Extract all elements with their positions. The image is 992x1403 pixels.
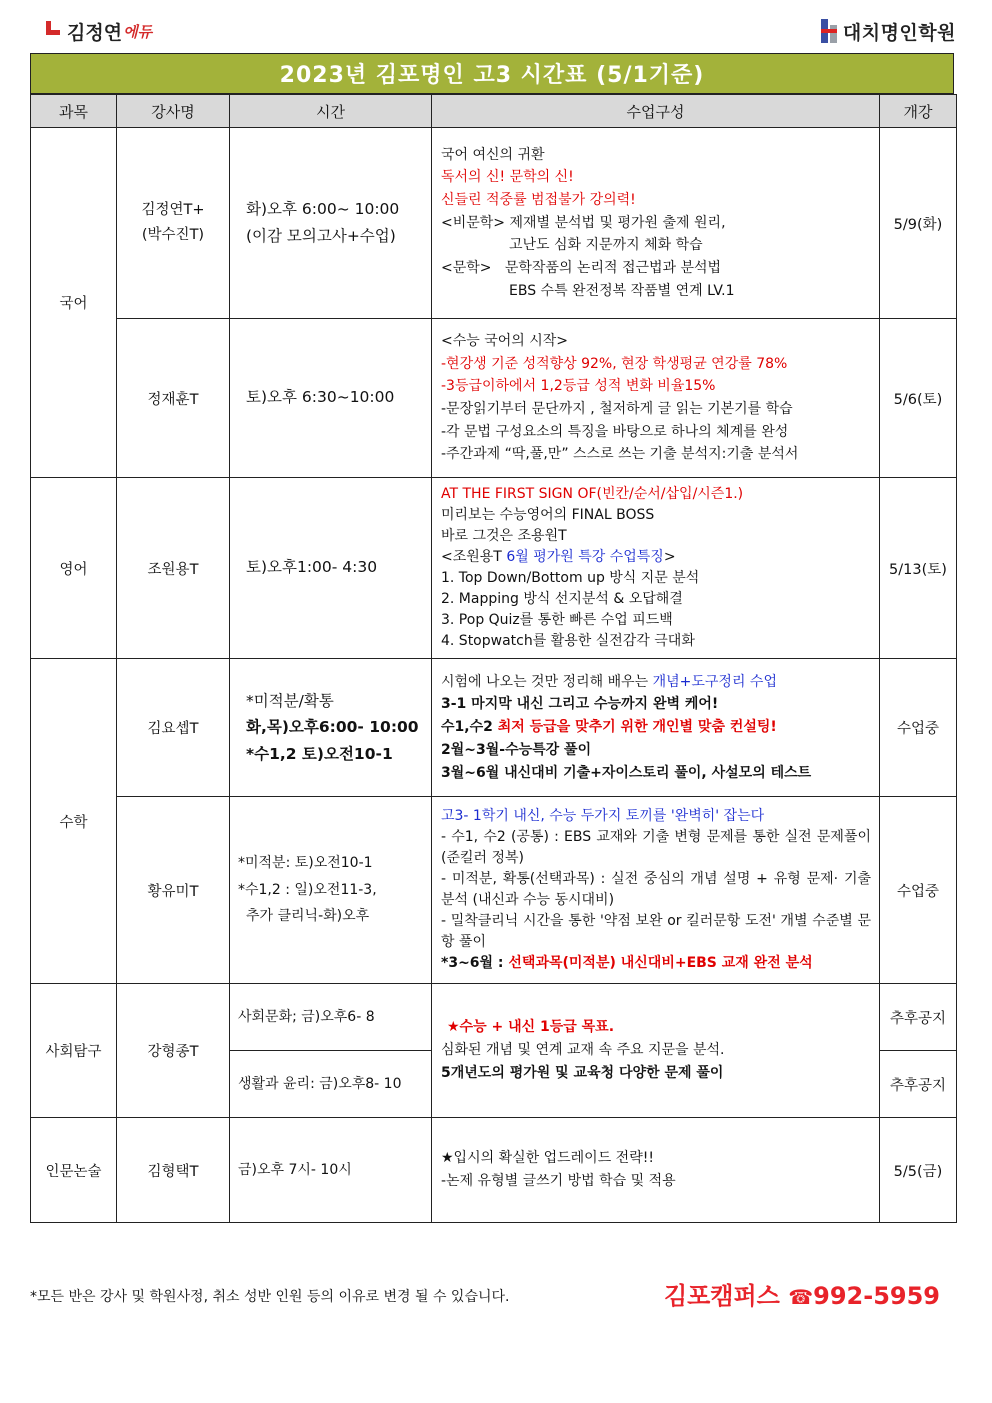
content-line: - 수1, 수2 (공통) : EBS 교재와 기출 변형 문제를 통한 실전 문제풀이 (준킬러 정복) <box>441 829 871 866</box>
content-line: 2. Mapping 방식 선지분석 & 오답해결 <box>441 591 683 607</box>
content-line: ★입시의 확실한 업드레이드 전략!! <box>441 1150 654 1167</box>
table-row <box>31 659 957 797</box>
content-line <box>441 953 871 974</box>
content-line: - 미적분, 확통(선택과목) : 실전 중심의 개념 설명 + 유형 문제· 기출 분석 (내신과 수능 동시대비) <box>441 871 871 908</box>
content-highlight: 선택과목(미적분) 내신대비+EBS 교재 완전 분석 <box>508 955 813 971</box>
content-line: -각 문법 구성요소의 특징을 바탕으로 하나의 체계를 완성 <box>441 423 789 440</box>
content-line: 3월~6월 내신대비 기출+자이스토리 풀이, 사설모의 테스트 <box>441 764 812 781</box>
time-line: *미적분: 토)오전10-1 <box>238 855 373 872</box>
column-header-start: 개강 <box>880 95 957 128</box>
column-header-content: 수업구성 <box>432 95 880 128</box>
left-logo <box>46 16 152 46</box>
time-line: *수1,2 토)오전10-1 <box>246 744 393 763</box>
left-logo-name: 김정연 <box>67 21 123 44</box>
content-line: -문장읽기부터 문단까지 , 철저하게 글 읽는 기본기를 학습 <box>441 401 793 417</box>
content-cell <box>432 659 880 797</box>
title-bar <box>30 53 954 94</box>
start-date-cell: 5/5(금) <box>880 1118 957 1223</box>
page-title: 2023년 김포명인 고3 시간표 (5/1기준) <box>279 63 705 88</box>
time-line: 화)오후 6:00~ 10:00 <box>246 199 400 218</box>
content-cell <box>432 984 880 1118</box>
content-line: 심화된 개념 및 연계 교재 속 주요 지문을 분석. <box>441 1042 725 1059</box>
content-highlight: 6월 평가원 특강 수업특징 <box>506 549 664 565</box>
teacher-cell: 조원용T <box>117 478 230 659</box>
content-line: 국어 여신의 귀환 <box>441 146 545 163</box>
start-date-cell: 수업중 <box>880 659 957 797</box>
time-line: *미적분/확통 <box>246 691 334 710</box>
start-date-cell: 추후공지 <box>880 984 957 1051</box>
content-line: -주간과제 “딱,풀,만” 스스로 쓰는 기출 분석지:기출 분석서 <box>441 446 799 463</box>
content-cell <box>432 128 880 319</box>
content-line: -3등급이하에서 1,2등급 성적 변화 비율15% <box>441 378 716 395</box>
footer-note: *모든 반은 강사 및 학원사정, 취소 성반 인원 등의 이유로 변경 될 수 있습니다. <box>30 1289 510 1305</box>
table-row <box>31 478 957 659</box>
teacher-sub: (박수진T) <box>141 227 205 243</box>
right-logo-name: 대치명인학원 <box>842 21 956 44</box>
time-line: 추가 클리닉-화)오후 <box>246 908 370 925</box>
content-line: 고난도 심화 지문까지 체화 학습 <box>509 237 703 254</box>
campus-contact <box>664 1276 940 1311</box>
content-highlight: 개념+도구정리 수업 <box>652 673 777 690</box>
content-line <box>441 547 871 568</box>
content-cell <box>432 478 880 659</box>
content-line <box>441 671 871 694</box>
content-line: 3-1 마지막 내신 그리고 수능까지 완벽 케어! <box>441 696 719 713</box>
table-row <box>31 1118 957 1223</box>
content-line: 1. Top Down/Bottom up 방식 지문 분석 <box>441 570 700 586</box>
content-cell <box>432 1118 880 1223</box>
content-line: 신들린 적중률 범접불가 강의력! <box>441 191 636 208</box>
start-date-cell: 수업중 <box>880 797 957 984</box>
content-line: 미리보는 수능영어의 FINAL BOSS <box>441 507 655 523</box>
subject-cell: 국어 <box>31 128 117 478</box>
phone-icon: ☎ <box>788 1285 814 1309</box>
time-line: 화,목)오후6:00- 10:00 <box>246 718 419 737</box>
table-row <box>31 319 957 478</box>
content-line <box>441 716 871 739</box>
content-cell <box>432 319 880 478</box>
content-line: 5개년도의 평가원 및 교육청 다양한 문제 풀이 <box>441 1064 724 1081</box>
time-cell <box>230 128 432 319</box>
subject-cell: 영어 <box>31 478 117 659</box>
time-cell: 생활과 윤리: 금)오후8- 10 <box>230 1051 432 1118</box>
content-line: EBS 수특 완전정복 작품별 연계 LV.1 <box>509 282 735 299</box>
table-row <box>31 797 957 984</box>
content-line: <문학> 문학작품의 논리적 접근법과 분석법 <box>441 260 722 276</box>
academy-logo-icon <box>821 19 837 43</box>
start-date-cell: 추후공지 <box>880 1051 957 1118</box>
content-line: 2월~3월-수능특강 풀이 <box>441 741 592 758</box>
subject-cell: 수학 <box>31 659 117 984</box>
content-line: AT THE FIRST SIGN OF(빈칸/순서/삽입/시즌1.) <box>441 486 744 502</box>
teacher-cell: 강형종T <box>117 984 230 1118</box>
content-line: 독서의 신! 문학의 신! <box>441 169 574 186</box>
content-segment: *3~6월 : <box>441 955 509 971</box>
header-row <box>31 95 957 128</box>
teacher-cell: 황유미T <box>117 797 230 984</box>
table-row <box>31 984 957 1051</box>
start-date-cell: 5/9(화) <box>880 128 957 319</box>
teacher-cell: 김요셉T <box>117 659 230 797</box>
column-header-teacher: 강사명 <box>117 95 230 128</box>
teacher-name: 김정연T+ <box>141 202 205 219</box>
subject-cell: 인문논술 <box>31 1118 117 1223</box>
content-line: ★수능 + 내신 1등급 목표. <box>447 1019 615 1036</box>
content-highlight: 최저 등급을 맞추기 위한 개인별 맞춤 컨설팅! <box>497 719 777 736</box>
teacher-cell: 김형택T <box>117 1118 230 1223</box>
logo-mark-icon <box>46 21 64 41</box>
time-cell <box>230 797 432 984</box>
time-line: *수1,2 : 일)오전11-3, <box>238 881 377 898</box>
content-line: - 밀착클리닉 시간을 통한 '약점 보완 or 킬러문항 도전' 개별 수준별 문항 풀이 <box>441 913 871 950</box>
content-cell <box>432 797 880 984</box>
table-row <box>31 128 957 319</box>
content-line: -논제 유형별 글쓰기 방법 학습 및 적용 <box>441 1173 676 1189</box>
content-line: 바로 그것은 조용원T <box>441 528 567 544</box>
right-logo <box>821 17 956 45</box>
time-cell <box>230 659 432 797</box>
start-date-cell: 5/13(토) <box>880 478 957 659</box>
content-line: 고3- 1학기 내신, 수능 두가지 토끼를 '완벽히' 잡는다 <box>441 808 765 824</box>
time-cell: 금)오후 7시- 10시 <box>230 1118 432 1223</box>
subject-cell: 사회탐구 <box>31 984 117 1118</box>
time-cell: 사회문화; 금)오후6- 8 <box>230 984 432 1051</box>
content-segment: 시험에 나오는 것만 정리해 배우는 <box>441 673 653 690</box>
column-header-subject: 과목 <box>31 95 117 128</box>
content-line: -현강생 기준 성적향상 92%, 현장 학생평균 연강률 78% <box>441 355 788 372</box>
time-line: (이감 모의고사+수업) <box>246 227 396 245</box>
teacher-cell: 정재훈T <box>117 319 230 478</box>
content-line: <비문학> 제재별 분석법 및 평가원 출제 원리, <box>441 214 726 231</box>
start-date-cell: 5/6(토) <box>880 319 957 478</box>
content-line: <수능 국어의 시작> <box>441 332 569 349</box>
content-segment: 수1,수2 <box>441 719 498 736</box>
timetable <box>30 94 957 1223</box>
content-segment: <조원용T <box>441 549 507 565</box>
time-cell: 토)오후 6:30~10:00 <box>230 319 432 478</box>
column-header-time: 시간 <box>230 95 432 128</box>
time-cell: 토)오후1:00- 4:30 <box>230 478 432 659</box>
left-logo-suffix: 에듀 <box>123 22 153 41</box>
campus-name: 김포캠퍼스 <box>663 1282 780 1310</box>
content-line: 3. Pop Quiz를 통한 빠른 수업 피드백 <box>441 612 673 628</box>
content-line: 4. Stopwatch를 활용한 실전감각 극대화 <box>441 633 695 649</box>
content-segment: > <box>663 549 676 565</box>
teacher-cell <box>117 128 230 319</box>
phone-number: 992-5959 <box>813 1282 940 1310</box>
